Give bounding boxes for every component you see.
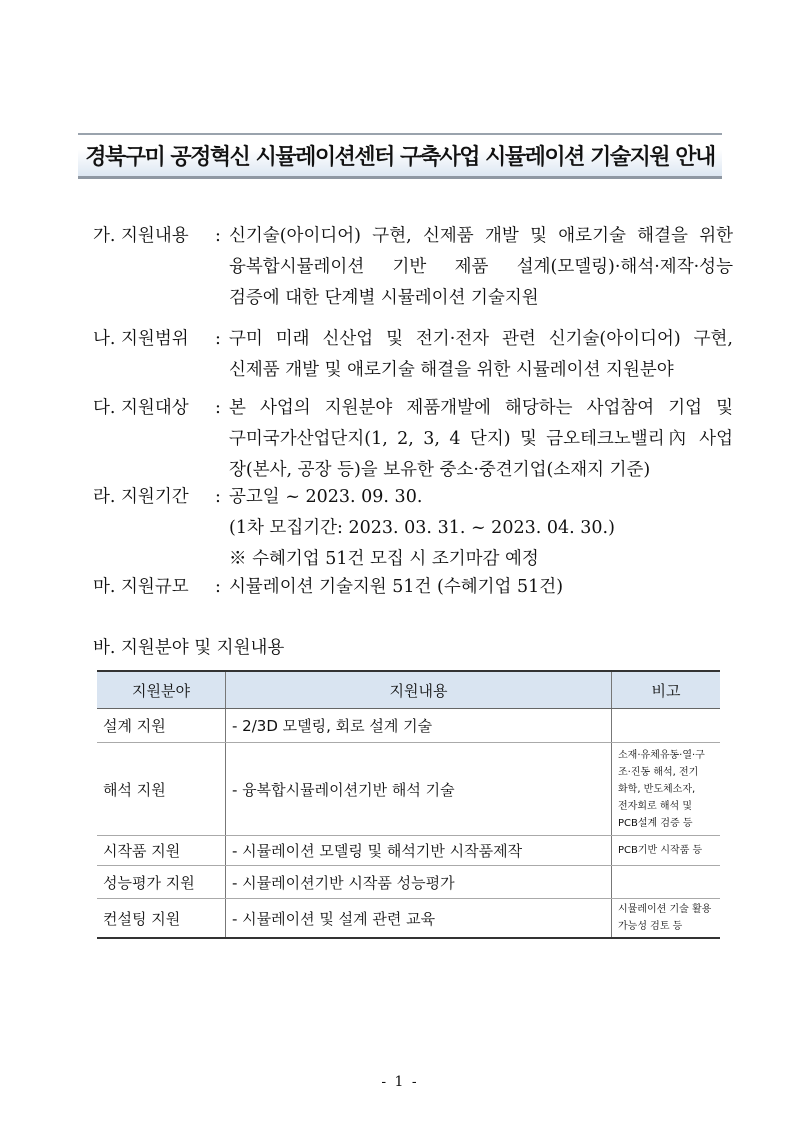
support-table	[97, 670, 720, 939]
note-line: 가능성 검토 등	[618, 921, 683, 932]
section-row	[93, 393, 733, 424]
colon: :	[215, 398, 221, 418]
page-number: - 1 -	[381, 1074, 419, 1090]
note-cell	[612, 743, 721, 836]
field-cell: 시작품 지원	[97, 836, 226, 866]
content-cell: - 시뮬레이션 및 설계 관련 교육	[226, 899, 612, 939]
section-line: (1차 모집기간: 2023. 03. 31. ~ 2023. 04. 30.)	[229, 518, 615, 538]
section-line: 신기술(아이디어) 구현, 신제품 개발 및 애로기술 해결을 위한	[229, 226, 733, 246]
note-cell	[612, 866, 721, 899]
section-support-scale	[93, 572, 733, 603]
section-label: 마. 지원규모	[93, 577, 189, 597]
section-support-scope	[93, 324, 733, 386]
column-header-note: 비고	[612, 671, 721, 709]
table-row	[97, 899, 720, 939]
section-line: 공고일 ~ 2023. 09. 30.	[229, 487, 423, 507]
section-row	[93, 572, 733, 603]
section-line: 시뮬레이션 기술지원 51건 (수혜기업 51건)	[229, 577, 564, 597]
field-cell: 성능평가 지원	[97, 866, 226, 899]
section-line: 구미국가산업단지(1, 2, 3, 4 단지) 및 금오테크노밸리內 사업	[229, 429, 733, 449]
column-header-field: 지원분야	[97, 671, 226, 709]
section-row	[93, 221, 733, 252]
section-line: 본 사업의 지원분야 제품개발에 해당하는 사업참여 기업 및	[229, 398, 733, 418]
note-cell	[612, 899, 721, 939]
section-row	[93, 482, 733, 513]
section-support-content	[93, 221, 733, 314]
section-line: 장(본사, 공장 등)을 보유한 중소·중견기업(소재지 기준)	[229, 460, 651, 480]
note-line: PCB설계 검증 등	[618, 817, 693, 829]
section-row	[93, 252, 733, 283]
section-row	[93, 424, 733, 455]
table-row	[97, 743, 720, 836]
note-line: PCB기반 시작품 등	[618, 845, 703, 856]
colon: :	[215, 329, 221, 349]
page-title: 경북구미 공정혁신 시뮬레이션센터 구축사업 시뮬레이션 기술지원 안내	[85, 145, 715, 170]
note-line: 화학, 반도체소자,	[618, 783, 696, 795]
section-line: 검증에 대한 단계별 시뮬레이션 기술지원	[229, 288, 539, 308]
section-support-period	[93, 482, 733, 575]
section-line: 신제품 개발 및 애로기술 해결을 위한 시뮬레이션 지원분야	[229, 360, 674, 380]
note-cell	[612, 836, 721, 866]
table-row	[97, 836, 720, 866]
section-row	[93, 324, 733, 355]
section-row	[93, 283, 733, 314]
content-cell: - 시뮬레이션 모델링 및 해석기반 시작품제작	[226, 836, 612, 866]
field-cell: 컨설팅 지원	[97, 899, 226, 939]
content-cell: - 2/3D 모델링, 회로 설계 기술	[226, 709, 612, 743]
note-line: 전자회로 해석 및	[618, 800, 692, 812]
section-label: 가. 지원내용	[93, 226, 189, 246]
note-line: 소재·유체유동·열·구	[618, 749, 705, 761]
section-line: ※ 수혜기업 51건 모집 시 조기마감 예정	[229, 549, 539, 569]
table-heading: 바. 지원분야 및 지원내용	[93, 638, 285, 658]
content-cell: - 시뮬레이션기반 시작품 성능평가	[226, 866, 612, 899]
section-line: 구미 미래 신산업 및 전기·전자 관련 신기술(아이디어) 구현,	[229, 329, 733, 349]
colon: :	[215, 487, 221, 507]
content-cell: - 융복합시뮬레이션기반 해석 기술	[226, 743, 612, 836]
note-line: 시뮬레이션 기술 활용	[618, 904, 712, 915]
table-row	[97, 866, 720, 899]
section-label: 다. 지원대상	[93, 398, 189, 418]
column-header-content: 지원내용	[226, 671, 612, 709]
table-header-row	[97, 671, 720, 709]
section-row	[93, 544, 733, 575]
section-support-target	[93, 393, 733, 486]
section-label: 라. 지원기간	[93, 487, 189, 507]
note-cell	[612, 709, 721, 743]
title-banner	[78, 133, 722, 179]
section-row	[93, 513, 733, 544]
note-line: 조·진동 해석, 전기	[618, 766, 699, 778]
table-row	[97, 709, 720, 743]
section-line: 융복합시뮬레이션 기반 제품 설계(모델링)·해석·제작·성능	[229, 257, 733, 277]
section-row	[93, 355, 733, 386]
colon: :	[215, 577, 221, 597]
field-cell: 설계 지원	[97, 709, 226, 743]
colon: :	[215, 226, 221, 246]
field-cell: 해석 지원	[97, 743, 226, 836]
section-label: 나. 지원범위	[93, 329, 189, 349]
